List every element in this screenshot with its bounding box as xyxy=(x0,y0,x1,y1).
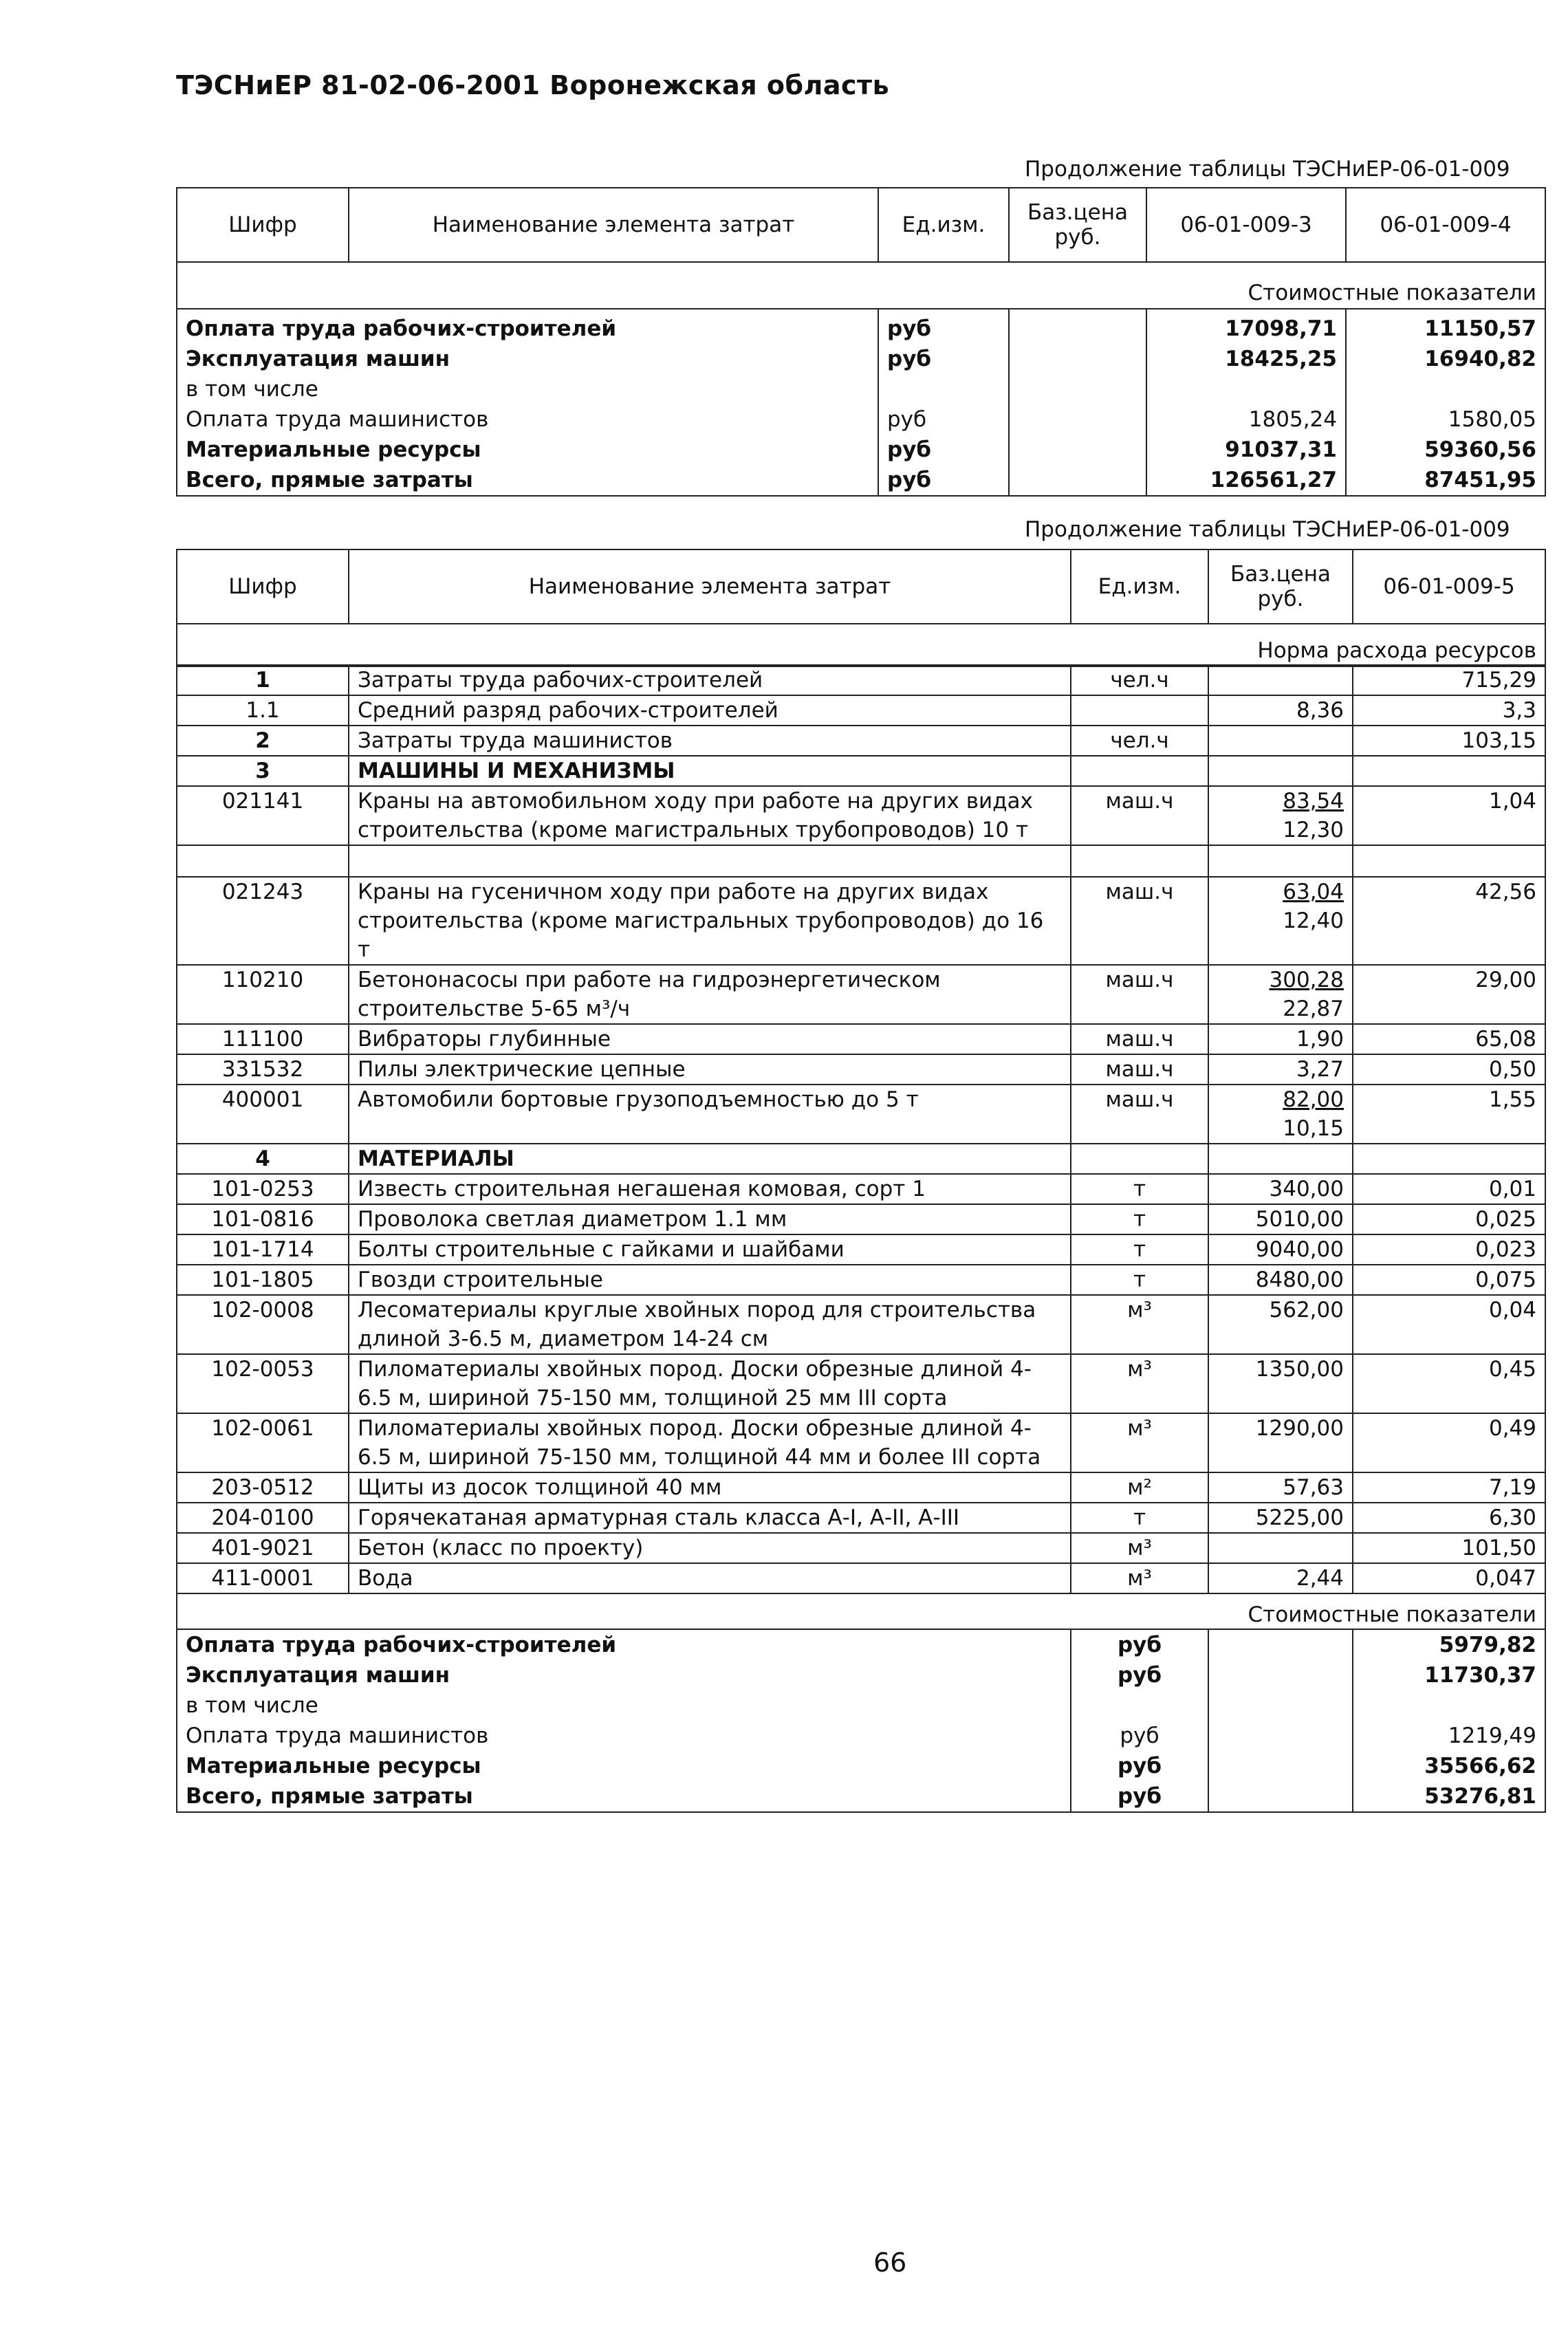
t2-col-price: Баз.цена руб. xyxy=(1208,549,1353,624)
table-row xyxy=(177,695,1545,726)
t1-row-v2: 59360,56 xyxy=(1346,435,1545,465)
row-price: 340,00 xyxy=(1208,1174,1353,1204)
t1-row-v1: 91037,31 xyxy=(1146,435,1346,465)
row-code: 3 xyxy=(177,756,349,786)
table-row xyxy=(177,1024,1545,1054)
row-unit: т xyxy=(1071,1174,1208,1204)
summary-row xyxy=(177,1751,1545,1781)
row-code: 400001 xyxy=(177,1085,349,1144)
t2-col-c1: 06-01-009-5 xyxy=(1353,549,1545,624)
table2-body xyxy=(176,664,1546,1630)
table-row xyxy=(177,1503,1545,1533)
row-value: 0,49 xyxy=(1353,1413,1545,1472)
row-price: 57,63 xyxy=(1208,1472,1353,1503)
row-unit: м³ xyxy=(1071,1533,1208,1563)
t1-row-name: Материальные ресурсы xyxy=(177,435,878,465)
row-name: Болты строительные с гайками и шайбами xyxy=(349,1234,1071,1265)
row-code: 101-1805 xyxy=(177,1265,349,1295)
row-value: 1,04 xyxy=(1353,786,1545,845)
row-price: 9040,00 xyxy=(1208,1234,1353,1265)
t1-col-price: Баз.цена руб. xyxy=(1009,188,1146,262)
t1-row-unit: руб xyxy=(878,435,1009,465)
summary-name: Оплата труда машинистов xyxy=(177,1721,1071,1751)
t1-row xyxy=(177,404,1545,435)
t1-row-unit: руб xyxy=(878,309,1009,344)
row-value: 0,047 xyxy=(1353,1563,1545,1593)
table-row xyxy=(177,1174,1545,1204)
row-value: 65,08 xyxy=(1353,1024,1545,1054)
row-unit: чел.ч xyxy=(1071,726,1208,756)
row-value: 0,50 xyxy=(1353,1054,1545,1085)
t1-row-v2: 11150,57 xyxy=(1346,309,1545,344)
row-value: 6,30 xyxy=(1353,1503,1545,1533)
row-code: 1.1 xyxy=(177,695,349,726)
table-row xyxy=(177,756,1545,786)
row-value: 0,01 xyxy=(1353,1174,1545,1204)
row-unit: м³ xyxy=(1071,1563,1208,1593)
row-price: 8480,00 xyxy=(1208,1265,1353,1295)
row-unit: т xyxy=(1071,1265,1208,1295)
summary-unit: руб xyxy=(1071,1660,1208,1690)
row-value: 0,023 xyxy=(1353,1234,1545,1265)
row-value: 42,56 xyxy=(1353,877,1545,965)
t2-col-name: Наименование элемента затрат xyxy=(349,549,1071,624)
table-row xyxy=(177,1295,1545,1354)
row-name: Автомобили бортовые грузоподъемностью до 5 т xyxy=(349,1085,1071,1144)
table2-header xyxy=(176,549,1546,667)
summary-unit: руб xyxy=(1071,1629,1208,1660)
row-name: Пиломатериалы хвойных пород. Доски обрезные длиной 4-6.5 м, шириной 75-150 мм, толщиной 25 мм III сорта xyxy=(349,1354,1071,1413)
document-header: ТЭСНиЕР 81-02-06-2001 Воронежская область xyxy=(176,70,890,100)
row-code: 401-9021 xyxy=(177,1533,349,1563)
t1-row-name: Оплата труда машинистов xyxy=(177,404,878,435)
table-row xyxy=(177,1085,1545,1144)
t1-row-unit: руб xyxy=(878,404,1009,435)
table-row xyxy=(177,1413,1545,1472)
row-price: 83,54 xyxy=(1283,789,1344,814)
row-name: Горячекатаная арматурная сталь класса А-I, А-II, А-III xyxy=(349,1503,1071,1533)
row-price xyxy=(1208,1533,1353,1563)
t1-col-c2: 06-01-009-4 xyxy=(1346,188,1545,262)
table-row xyxy=(177,1354,1545,1413)
row-price: 5010,00 xyxy=(1208,1204,1353,1234)
row-value: 101,50 xyxy=(1353,1533,1545,1563)
row-code: 102-0061 xyxy=(177,1413,349,1472)
t1-row xyxy=(177,344,1545,374)
summary-name: в том числе xyxy=(177,1690,1071,1721)
row-unit: маш.ч xyxy=(1071,877,1208,965)
t1-row-name: Всего, прямые затраты xyxy=(177,465,878,496)
row-name: Лесоматериалы круглые хвойных пород для строительства длиной 3-6.5 м, диаметром 14-24 см xyxy=(349,1295,1071,1354)
row-unit: т xyxy=(1071,1204,1208,1234)
row-price-machinist: 12,30 xyxy=(1283,818,1344,842)
table-row xyxy=(177,877,1545,965)
row-code: 102-0008 xyxy=(177,1295,349,1354)
t1-row-v1: 17098,71 xyxy=(1146,309,1346,344)
row-unit: маш.ч xyxy=(1071,1024,1208,1054)
row-unit: маш.ч xyxy=(1071,1085,1208,1144)
t1-col-code: Шифр xyxy=(177,188,349,262)
row-price: 3,27 xyxy=(1208,1054,1353,1085)
summary-unit: руб xyxy=(1071,1781,1208,1812)
row-value: 29,00 xyxy=(1353,965,1545,1024)
row-name: Затраты труда машинистов xyxy=(349,726,1071,756)
table-row xyxy=(177,1472,1545,1503)
row-unit: маш.ч xyxy=(1071,965,1208,1024)
t2-col-code: Шифр xyxy=(177,549,349,624)
t1-row-v2: 16940,82 xyxy=(1346,344,1545,374)
summary-row xyxy=(177,1721,1545,1751)
table1-body xyxy=(176,308,1546,497)
summary-row xyxy=(177,1690,1545,1721)
t1-row-name: Оплата труда рабочих-строителей xyxy=(177,309,878,344)
row-price: 8,36 xyxy=(1208,695,1353,726)
t1-col-c1: 06-01-009-3 xyxy=(1146,188,1346,262)
table-row xyxy=(177,1204,1545,1234)
row-name: Бетононасосы при работе на гидроэнергетическом строительстве 5-65 м³/ч xyxy=(349,965,1071,1024)
row-value: 0,075 xyxy=(1353,1265,1545,1295)
row-name: Пилы электрические цепные xyxy=(349,1054,1071,1085)
summary-value: 35566,62 xyxy=(1353,1751,1545,1781)
row-code: 101-0816 xyxy=(177,1204,349,1234)
summary-value: 53276,81 xyxy=(1353,1781,1545,1812)
row-price-machinist: 12,40 xyxy=(1283,908,1344,933)
row-code: 102-0053 xyxy=(177,1354,349,1413)
row-price: 300,28 xyxy=(1269,968,1344,992)
row-unit: т xyxy=(1071,1234,1208,1265)
t1-row-v1: 1805,24 xyxy=(1146,404,1346,435)
row-code: 204-0100 xyxy=(177,1503,349,1533)
summary-name: Материальные ресурсы xyxy=(177,1751,1071,1781)
table-row xyxy=(177,1563,1545,1593)
table1-continuation: Продолжение таблицы ТЭСНиЕР-06-01-009 xyxy=(1025,157,1510,182)
row-code: 1 xyxy=(177,665,349,695)
summary-name: Оплата труда рабочих-строителей xyxy=(177,1629,1071,1660)
row-value: 3,3 xyxy=(1353,695,1545,726)
table-row xyxy=(177,965,1545,1024)
t1-row-v2: 1580,05 xyxy=(1346,404,1545,435)
table1 xyxy=(176,187,1546,309)
summary-row xyxy=(177,1629,1545,1660)
row-price: 562,00 xyxy=(1208,1295,1353,1354)
row-price xyxy=(1208,726,1353,756)
row-name: Пиломатериалы хвойных пород. Доски обрезные длиной 4-6.5 м, шириной 75-150 мм, толщиной 44 мм и более III сорта xyxy=(349,1413,1071,1472)
t1-col-unit: Ед.изм. xyxy=(878,188,1009,262)
row-unit: м³ xyxy=(1071,1413,1208,1472)
summary-row xyxy=(177,1660,1545,1690)
row-price: 5225,00 xyxy=(1208,1503,1353,1533)
t1-row xyxy=(177,465,1545,496)
table-row xyxy=(177,665,1545,695)
t1-row-v1: 18425,25 xyxy=(1146,344,1346,374)
row-name: МАШИНЫ И МЕХАНИЗМЫ xyxy=(349,756,1071,786)
t1-row xyxy=(177,435,1545,465)
t1-row-unit: руб xyxy=(878,465,1009,496)
row-unit: маш.ч xyxy=(1071,1054,1208,1085)
row-code: 411-0001 xyxy=(177,1563,349,1593)
row-code: 203-0512 xyxy=(177,1472,349,1503)
t1-section: Стоимостные показатели xyxy=(177,262,1545,309)
row-code: 331532 xyxy=(177,1054,349,1085)
row-code: 110210 xyxy=(177,965,349,1024)
row-name: Вода xyxy=(349,1563,1071,1593)
row-name: Краны на автомобильном ходу при работе на других видах строительства (кроме магистральных трубопроводов) 10 т xyxy=(349,786,1071,845)
t1-row-unit: руб xyxy=(878,344,1009,374)
row-name: Бетон (класс по проекту) xyxy=(349,1533,1071,1563)
row-unit: м² xyxy=(1071,1472,1208,1503)
row-price: 2,44 xyxy=(1208,1563,1353,1593)
row-price: 1,90 xyxy=(1208,1024,1353,1054)
row-value: 1,55 xyxy=(1353,1085,1545,1144)
row-name: Щиты из досок толщиной 40 мм xyxy=(349,1472,1071,1503)
table-row xyxy=(177,1265,1545,1295)
page-number: 66 xyxy=(873,2247,907,2278)
row-name: Вибраторы глубинные xyxy=(349,1024,1071,1054)
table-row xyxy=(177,1054,1545,1085)
t1-row xyxy=(177,374,1545,404)
row-name: МАТЕРИАЛЫ xyxy=(349,1144,1071,1174)
t2-col-unit: Ед.изм. xyxy=(1071,549,1208,624)
table-row xyxy=(177,1144,1545,1174)
t1-row xyxy=(177,309,1545,344)
summary-unit: руб xyxy=(1071,1721,1208,1751)
table2-summary xyxy=(176,1629,1546,1813)
row-code: 111100 xyxy=(177,1024,349,1054)
t1-col-name: Наименование элемента затрат xyxy=(349,188,878,262)
summary-value: 1219,49 xyxy=(1353,1721,1545,1751)
row-value: 0,45 xyxy=(1353,1354,1545,1413)
table-row xyxy=(177,786,1545,845)
row-name: Гвозди строительные xyxy=(349,1265,1071,1295)
row-name: Краны на гусеничном ходу при работе на других видах строительства (кроме магистральных трубопроводов) до 16 т xyxy=(349,877,1071,965)
row-value: 0,025 xyxy=(1353,1204,1545,1234)
row-price-machinist: 10,15 xyxy=(1283,1116,1344,1141)
row-code: 2 xyxy=(177,726,349,756)
table-row xyxy=(177,1533,1545,1563)
row-unit: м³ xyxy=(1071,1295,1208,1354)
row-unit: т xyxy=(1071,1503,1208,1533)
t2-section-cost: Стоимостные показатели xyxy=(177,1593,1545,1629)
row-code: 101-0253 xyxy=(177,1174,349,1204)
row-code: 4 xyxy=(177,1144,349,1174)
t2-section: Норма расхода ресурсов xyxy=(177,624,1545,666)
row-code: 021141 xyxy=(177,786,349,845)
row-unit xyxy=(1071,695,1208,726)
t1-row-v1: 126561,27 xyxy=(1146,465,1346,496)
row-price: 82,00 xyxy=(1283,1087,1344,1112)
summary-value: 5979,82 xyxy=(1353,1629,1545,1660)
row-unit: чел.ч xyxy=(1071,665,1208,695)
row-value: 715,29 xyxy=(1353,665,1545,695)
row-price: 1290,00 xyxy=(1208,1413,1353,1472)
table-row xyxy=(177,726,1545,756)
row-price-machinist: 22,87 xyxy=(1283,997,1344,1021)
row-code: 021243 xyxy=(177,877,349,965)
row-value: 7,19 xyxy=(1353,1472,1545,1503)
t1-row-name: Эксплуатация машин xyxy=(177,344,878,374)
row-price: 63,04 xyxy=(1283,880,1344,904)
row-unit: м³ xyxy=(1071,1354,1208,1413)
summary-name: Эксплуатация машин xyxy=(177,1660,1071,1690)
row-unit: маш.ч xyxy=(1071,786,1208,845)
row-name: Известь строительная негашеная комовая, сорт 1 xyxy=(349,1174,1071,1204)
table2-continuation: Продолжение таблицы ТЭСНиЕР-06-01-009 xyxy=(1025,517,1510,542)
row-value: 0,04 xyxy=(1353,1295,1545,1354)
summary-row xyxy=(177,1781,1545,1812)
table-row xyxy=(177,1234,1545,1265)
summary-value: 11730,37 xyxy=(1353,1660,1545,1690)
row-name: Средний разряд рабочих-строителей xyxy=(349,695,1071,726)
row-price: 1350,00 xyxy=(1208,1354,1353,1413)
row-name: Затраты труда рабочих-строителей xyxy=(349,665,1071,695)
row-code: 101-1714 xyxy=(177,1234,349,1265)
summary-unit: руб xyxy=(1071,1751,1208,1781)
row-name: Проволока светлая диаметром 1.1 мм xyxy=(349,1204,1071,1234)
row-price xyxy=(1208,665,1353,695)
t1-row-v2: 87451,95 xyxy=(1346,465,1545,496)
t1-row-name: в том числе xyxy=(177,374,878,404)
row-value: 103,15 xyxy=(1353,726,1545,756)
summary-name: Всего, прямые затраты xyxy=(177,1781,1071,1812)
